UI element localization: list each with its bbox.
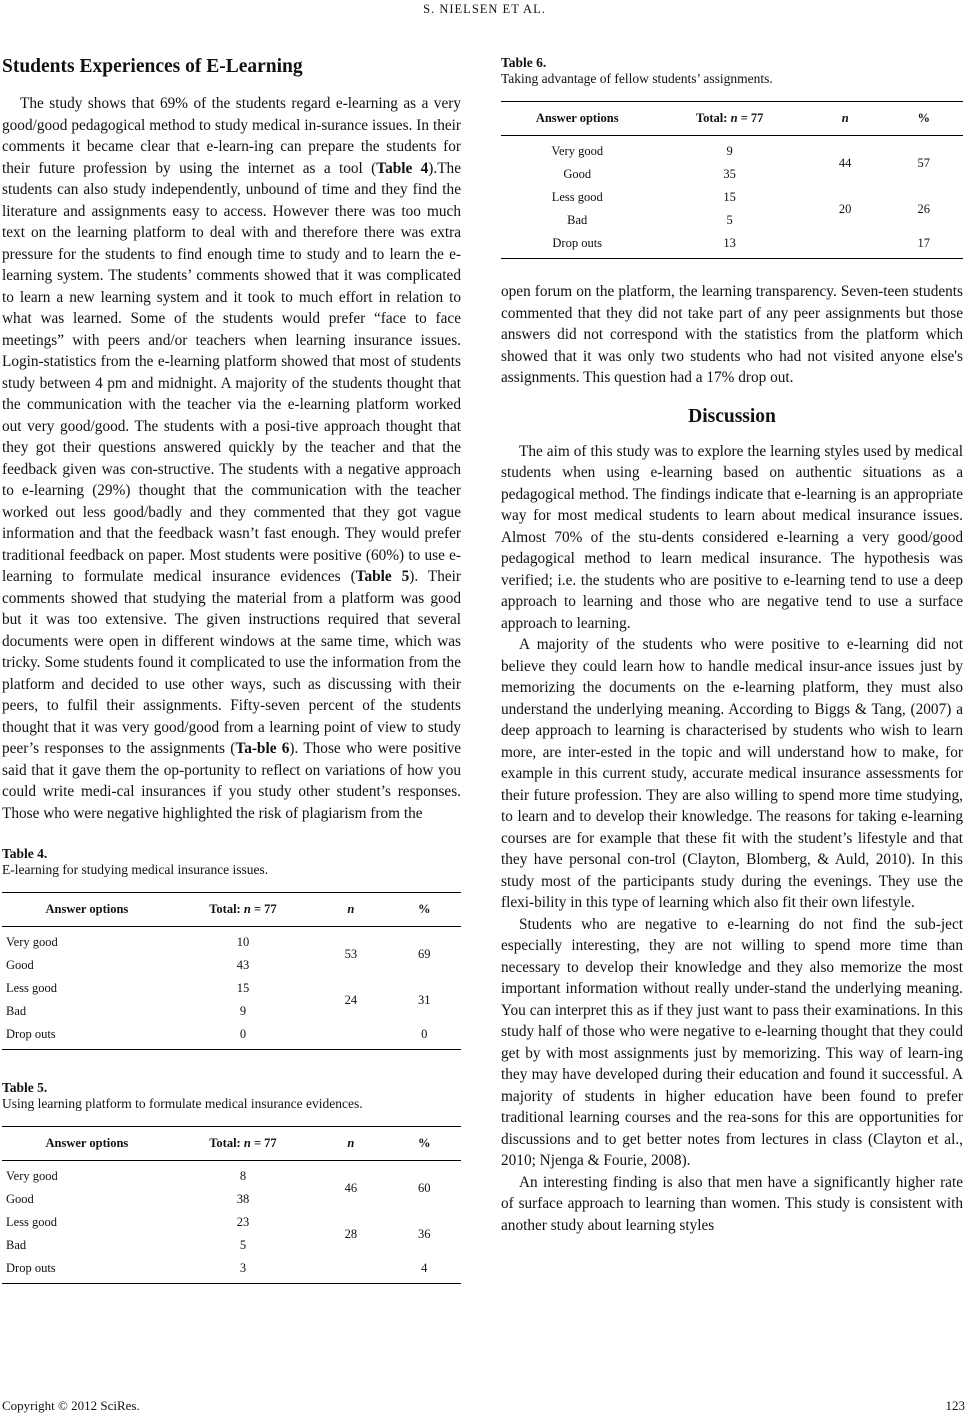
table-4 [2, 846, 461, 1050]
row-label: Less good [551, 190, 603, 204]
table-title: Table 4. [2, 846, 48, 861]
table-row [2, 1023, 461, 1050]
row-percent: 4 [388, 1257, 461, 1284]
paragraph-text: The study shows that 69% of the students regard e-learning as a very good/good pedagogical method to study medical in-surance issues. In their comments it became clear that e-learn-ing can prepare the students for their future profession by using the internet as a tool ( [2, 95, 461, 177]
paragraph-text: ).The students can also study independently, unbound of time and they find the literature and assignments easy to access. However there was too much text on the learning platform to deal with and therefore there was extra pressure for the students to find enough time to study and to learn the e-learning system. The students’ comments showed that it was complicated to learn a new learning system and it took to much effort in relation to what was learned. Some of the students would prefer “face to face meetings” with peers and/or teachers when learning insurance issues. Login-statistics from the e-learning platform showed that most of students study between 4 pm and midnight. A majority of the students thought that the communication with the teacher via the e-learning platform worked out very good/good. The students with a posi-tive approach thought that they got their questions answered quickly by the teacher and that the feedback given was con-structive. The students with a negative approach to e-learning (29%) thought that the communication with the teacher worked out less good/badly and they commented that they got vague information and that the feedback wasn’t fast enough. They would prefer traditional feedback on paper. Most students were positive (60%) to use e-learning to formulate medical insurance evidences ( [2, 159, 461, 585]
row-label: Good [563, 167, 592, 181]
row-total: 35 [723, 167, 736, 181]
row-percent: 0 [388, 1023, 461, 1050]
table-5 [2, 1080, 461, 1284]
table-6 [501, 55, 963, 259]
body-paragraph [2, 93, 461, 824]
right-column [501, 55, 963, 1236]
header-total: Total: n = 77 [172, 893, 314, 927]
row-total: 0 [172, 1023, 314, 1050]
group-percent: 60 [418, 1180, 431, 1195]
row-label: Drop outs [2, 1023, 172, 1050]
table-row [2, 927, 461, 955]
row-label: Good [6, 958, 34, 972]
table-title: Table 5. [2, 1080, 48, 1095]
row-total: 15 [723, 190, 736, 204]
running-header: S. NIELSEN ET AL. [423, 2, 546, 16]
table-description: Using learning platform to formulate medical insurance evidences. [2, 1096, 363, 1111]
data-table [2, 1126, 461, 1284]
data-table [501, 101, 963, 259]
row-total: 15 [236, 981, 250, 995]
paragraph-text: ). Their comments showed that studying the material from a platform was good but it was too extensive. The given instructions required that several documents were open in different windows at the same time, which was tricky. Some students found it complicated to use the information from the platform and decided to use other ways, such as discussing with their peers, to fulfil their assignments. Fifty-seven percent of the students thought that it was very good/good from a learning point of view to study peer’s responses to the assignments ( [2, 568, 462, 757]
header-answer-options: Answer options [2, 893, 172, 927]
body-paragraph: Students who are negative to e-learning do not find the sub-ject especially interesting, they are not willing to spend more time than necessary to develop their knowledge and they also memorize the most important information without really under-stand the underlying meaning. You can interpret this as if they just want to pass their examinations. In this study half of those who were negative to e-learning thought that they could get by with most assignments just by memorizing. This way of learn-ing they may have developed during their education and found it successful. A majority of students in higher education have been found to prefer traditional learning courses and the rea-sons for this are opportunities for discussions and to get better notes from lectures in class (Clayton et al., 2010; Njenga & Fourie, 2008). [501, 915, 963, 1169]
row-label: Drop outs [501, 232, 653, 259]
row-total: 5 [239, 1238, 247, 1252]
row-total: 38 [236, 1192, 250, 1206]
section-title: Students Experiences of E-Learning [2, 56, 303, 77]
table-row [501, 232, 963, 259]
header-answer-options: Answer options [501, 102, 653, 136]
group-n: 28 [344, 1226, 358, 1241]
row-label: Very good [6, 935, 58, 949]
row-label: Very good [551, 144, 604, 158]
table-description: Taking advantage of fellow students’ assignments. [501, 71, 773, 86]
row-total: 23 [236, 1215, 250, 1229]
group-n: 20 [838, 201, 852, 216]
table-row [501, 136, 963, 164]
row-total: 3 [172, 1257, 314, 1284]
row-label: Bad [567, 213, 588, 227]
table-row [2, 1211, 461, 1234]
copyright-footer: Copyright © 2012 SciRes. [2, 1398, 140, 1413]
group-n: 53 [344, 946, 358, 961]
row-label: Bad [6, 1238, 27, 1252]
page-number: 123 [945, 1398, 965, 1413]
row-total: 9 [726, 144, 733, 158]
paragraph-text: ). Those who were positive said that it gave them the op-portunity to reflect on variations of how you could write medi-cal insurances if you study other student’s responses. Those who were negative highlighted the risk of plagiarism from the [2, 740, 462, 822]
group-percent: 36 [418, 1226, 431, 1241]
row-label: Less good [6, 981, 58, 995]
body-paragraph: An interesting finding is also that men have a significantly higher rate of surface approach to learning than women. This study is consistent with another study about learning styles [501, 1173, 963, 1234]
row-total: 43 [236, 958, 250, 972]
header-n: n [314, 893, 387, 927]
row-percent: 17 [884, 232, 963, 259]
group-percent: 31 [418, 992, 431, 1007]
row-n [314, 1257, 387, 1284]
header-n: n [314, 1127, 387, 1161]
header-total: Total: n = 77 [653, 102, 805, 136]
header-percent: % [388, 893, 461, 927]
body-paragraph: A majority of the students who were positive to e-learning did not believe they could learn how to handle medical insur-ance issues just by memorizing the documents on the e-learning platform, they must also understand the underlying meaning. According to Biggs & Tang, (2007) a deep approach to learning is characterised by students who wish to learn more, are inter-ested in the topic and will understand how to make, for example in this current study, accurate medical insurance assessments for their future profession. They are also willing to spend more time studying, to learn and to develop their knowledge. The reasons for taking e-learning courses are for example that these fit with the student’s lifestyle and that they have personal con-trol (Clayton, Blomberg, & Auld, 2010). In this study most of the participants study during the evenings. They use the flexi-bility in this type of learning which also fit their own lifestyle. [501, 636, 963, 911]
row-label: Less good [6, 1215, 58, 1229]
table-reference[interactable]: Ta-ble 6 [235, 740, 290, 757]
table-reference[interactable]: Table 5 [355, 568, 410, 585]
group-percent: 26 [917, 201, 930, 216]
row-total: 9 [239, 1004, 247, 1018]
left-column [2, 55, 461, 1284]
row-label: Drop outs [2, 1257, 172, 1284]
group-n: 24 [344, 992, 358, 1007]
body-paragraph: open forum on the platform, the learning transparency. Seven-teen students commented that they did not take part of any peer assignments but those answers did not correspond with the statistics from the platform which showed that it was only two students who had not visited anyone else's assignments. This question had a 17% drop out. [501, 283, 963, 386]
table-reference[interactable]: Table 4 [376, 159, 429, 177]
header-percent: % [884, 102, 963, 136]
section-title: Discussion [688, 405, 776, 427]
table-row [2, 1257, 461, 1284]
group-n: 46 [344, 1180, 358, 1195]
row-label: Good [6, 1192, 34, 1206]
header-total: Total: n = 77 [172, 1127, 314, 1161]
row-total: 13 [653, 232, 805, 259]
table-title: Table 6. [501, 55, 547, 70]
data-table [2, 892, 461, 1050]
header-n: n [806, 102, 885, 136]
group-n: 44 [838, 155, 852, 170]
body-paragraph: The aim of this study was to explore the learning styles used by medical students when using e-learning based on authentic situations as a pedagogical method. The findings indicate that e-learning is an appropriate way for most medical students to learn about medical insurance issues. Almost 70% of the stu-dents considered e-learning a very good/good pedagogical method to learn medical insurance. The hypothesis was verified; i.e. the students who are positive to e-learning tend to use a deep approach to learning and those who are negative tend to use a surface approach to learning. [501, 442, 963, 632]
table-header-row [2, 1127, 461, 1161]
table-row [2, 1161, 461, 1189]
header-answer-options: Answer options [2, 1127, 172, 1161]
row-n [806, 232, 885, 259]
group-percent: 69 [418, 946, 431, 961]
table-row [501, 186, 963, 209]
table-description: E-learning for studying medical insurance issues. [2, 862, 269, 877]
row-label: Bad [6, 1004, 27, 1018]
row-total: 5 [726, 213, 733, 227]
row-total: 10 [236, 935, 250, 949]
table-row [2, 977, 461, 1000]
group-percent: 57 [917, 155, 930, 170]
row-total: 8 [239, 1169, 247, 1183]
row-n [314, 1023, 387, 1050]
table-header-row [501, 102, 963, 136]
table-header-row [2, 893, 461, 927]
row-label: Very good [6, 1169, 58, 1183]
header-percent: % [388, 1127, 461, 1161]
